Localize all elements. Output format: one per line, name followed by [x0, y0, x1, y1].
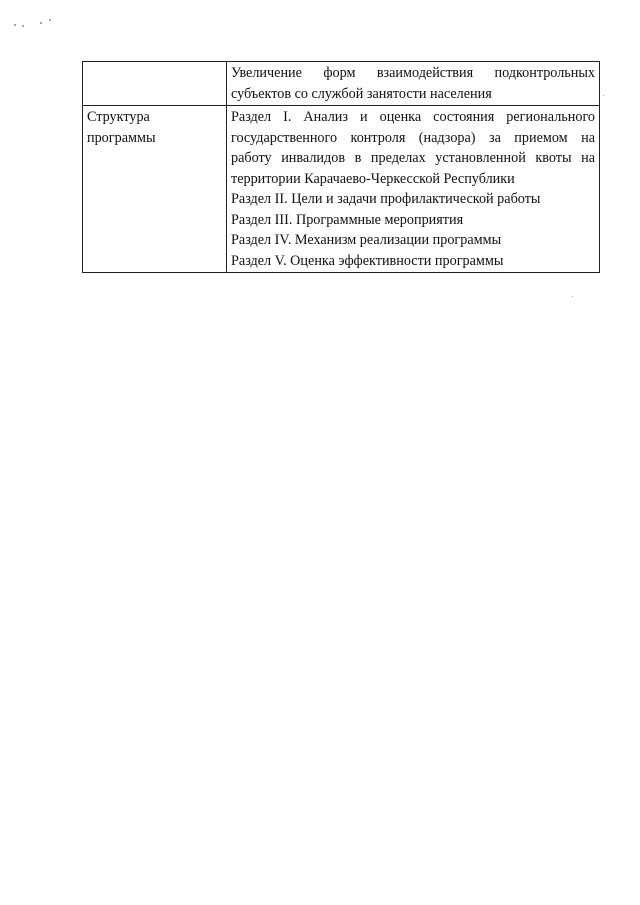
table-cell-left	[83, 106, 227, 273]
scan-speck	[22, 25, 24, 27]
text-line: Раздел I. Анализ и оценка состояния регионального	[231, 109, 595, 125]
cell-text	[231, 63, 595, 104]
text-line: Раздел V. Оценка эффективности программы	[231, 252, 504, 269]
scan-speck	[40, 22, 42, 24]
text-line: Раздел IV. Механизм реализации программы	[231, 232, 502, 248]
text-line: программы	[87, 129, 156, 146]
table-cell-right	[227, 106, 600, 273]
scan-speck	[14, 24, 16, 26]
table-row	[83, 62, 600, 106]
table-row	[83, 106, 600, 273]
text-line: Увеличение форм взаимодействия подконтрольных	[231, 65, 595, 81]
text-line: Раздел II. Цели и задачи профилактической работы	[231, 191, 541, 207]
table-cell-right	[227, 62, 600, 106]
table-body	[83, 62, 600, 273]
table-cell-left	[83, 62, 227, 106]
text-line: Раздел III. Программные мероприятия	[231, 211, 464, 228]
cell-text	[231, 107, 595, 271]
text-line: Структура	[87, 109, 150, 125]
text-line: субъектов со службой занятости населения	[231, 85, 492, 102]
cell-text	[87, 107, 222, 148]
scan-speck	[603, 95, 604, 96]
program-structure-table	[82, 61, 600, 273]
scan-speck	[572, 296, 573, 297]
text-line: государственного контроля (надзора) за приемом на	[231, 129, 595, 146]
text-line: территории Карачаево-Черкесской Республики	[231, 170, 515, 187]
scan-speck	[49, 19, 51, 21]
text-line: работу инвалидов в пределах установленной квоты на	[231, 150, 595, 166]
